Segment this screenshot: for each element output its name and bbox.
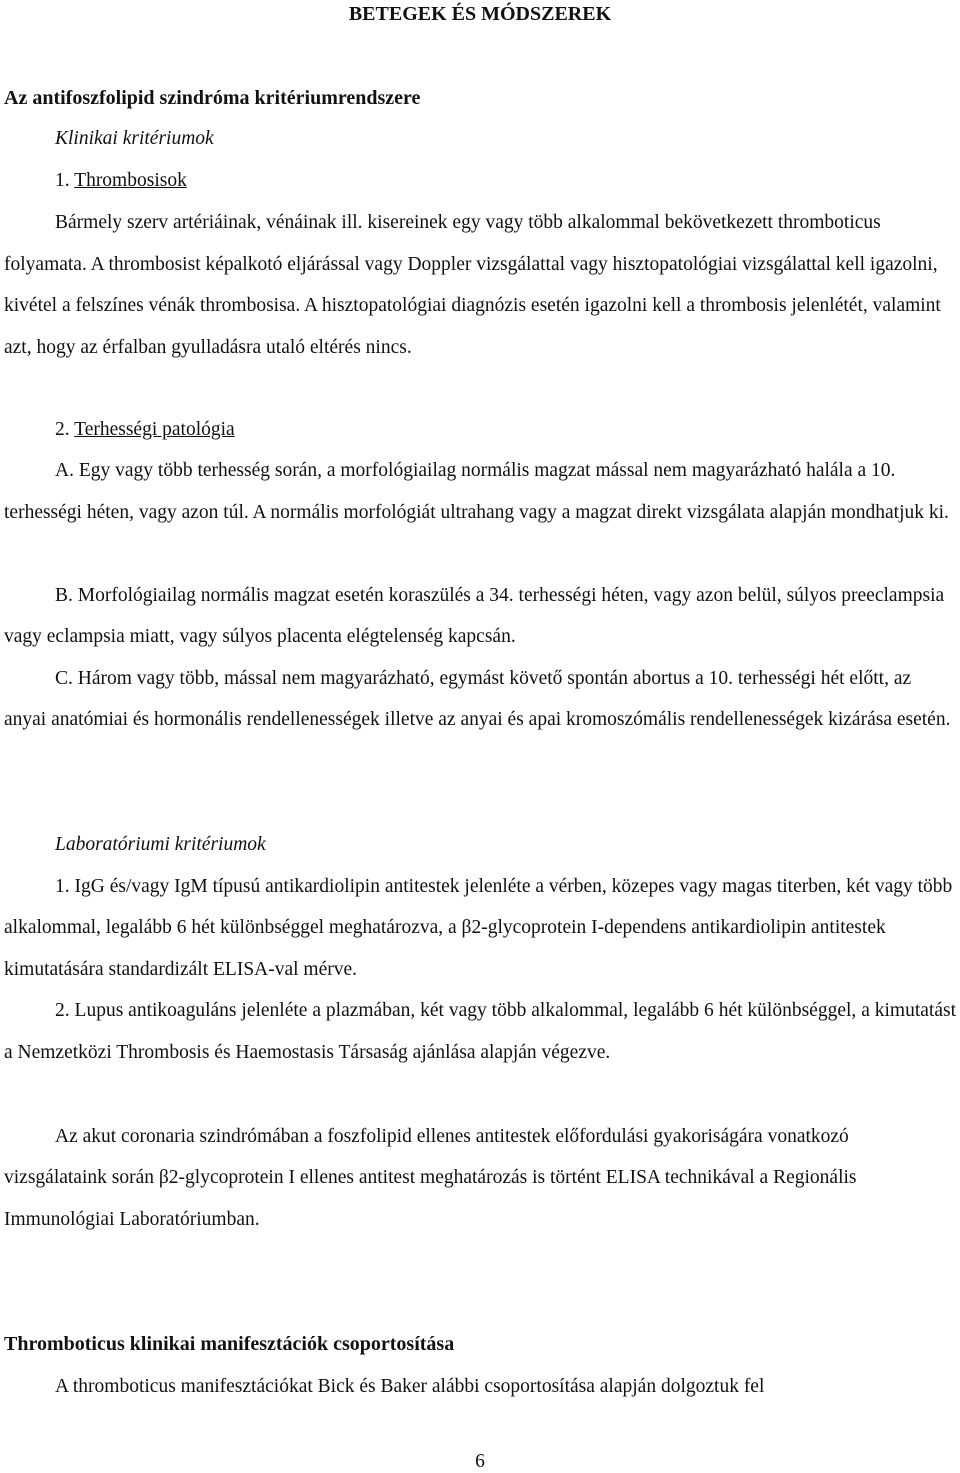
item1-text: Bármely szerv artériáinak, vénáinak ill. kisereinek egy vagy több alkalommal bekövetkezett thromboticus folyamata. A thrombosist képalkotó eljárással vagy Doppler vizsgálattal vagy hisztopatológiai vizsgálattal kell igazolni, kivétel a felszínes vénák thrombosisa. A hisztopatológiai diagnózis esetén igazolni kell a thrombosis jelenlétét, valamint azt, hogy az érfalban gyulladásra utaló eltérés nincs. bbox=[4, 212, 941, 358]
lab-criteria-heading: Laboratóriumi kritériumok bbox=[55, 834, 266, 855]
item2-c-text: C. Három vagy több, mással nem magyarázható, egymást követő spontán abortus a 10. terhességi hét előtt, az anyai anatómiai és hormonális rendellenességek illetve az anyai és apai kromoszómális rendellenességek kizárása esetén. bbox=[4, 668, 951, 731]
section-heading-thrombotic: Thromboticus klinikai manifesztációk csoportosítása bbox=[4, 1333, 455, 1355]
page-number: 6 bbox=[475, 1451, 485, 1472]
item2-title: Terhességi patológia bbox=[74, 419, 235, 440]
lab-criterion-2: 2. Lupus antikoaguláns jelenléte a plazmában, két vagy több alkalommal, legalább 6 hét különbséggel, a kimutatást a Nemzetközi Thrombosis és Haemostasis Társaság ajánlása alapján végezve. bbox=[4, 1000, 956, 1063]
item2-heading bbox=[4, 418, 956, 442]
item2-a-text: A. Egy vagy több terhesség során, a morfológiailag normális magzat mással nem magyarázható halála a 10. terhességi héten, vagy azon túl. A normális morfológiát ultrahang vagy a magzat direkt vizsgálata alapján mondhatjuk ki. bbox=[4, 460, 949, 523]
lab-criterion-1: 1. IgG és/vagy IgM típusú antikardiolipin antitestek jelenléte a vérben, közepes vagy magas titerben, két vagy több alkalommal, legalább 6 hét különbséggel meghatározva, a β2-glycoprotein I-dependens antikardiolipin antitestek kimutatására standardizált ELISA-val mérve. bbox=[4, 876, 953, 980]
section-heading-aps-criteria: Az antifoszfolipid szindróma kritériumrendszere bbox=[4, 87, 421, 109]
item1-heading bbox=[4, 169, 956, 193]
thrombotic-intro-paragraph: A thromboticus manifesztációkat Bick és Baker alábbi csoportosítása alapján dolgoztuk fel bbox=[55, 1376, 765, 1397]
page-title: BETEGEK ÉS MÓDSZEREK bbox=[348, 3, 612, 25]
study-paragraph: Az akut coronaria szindrómában a foszfolipid ellenes antitestek előfordulási gyakoriságára vonatkozó vizsgálataink során β2-glycoprotein I ellenes antitest meghatározás is történt ELISA technikával a Regionális Immunológiai Laboratóriumban. bbox=[4, 1126, 857, 1230]
item2-b-text: B. Morfológiailag normális magzat esetén koraszülés a 34. terhességi héten, vagy azon belül, súlyos preeclampsia vagy eclampsia miatt, vagy súlyos placenta elégtelenség kapcsán. bbox=[4, 585, 945, 648]
item1-title: Thrombosisok bbox=[74, 170, 187, 191]
clinical-criteria-heading: Klinikai kritériumok bbox=[55, 128, 214, 149]
item1-number: 1. bbox=[55, 170, 75, 191]
item2-number: 2. bbox=[55, 419, 75, 440]
